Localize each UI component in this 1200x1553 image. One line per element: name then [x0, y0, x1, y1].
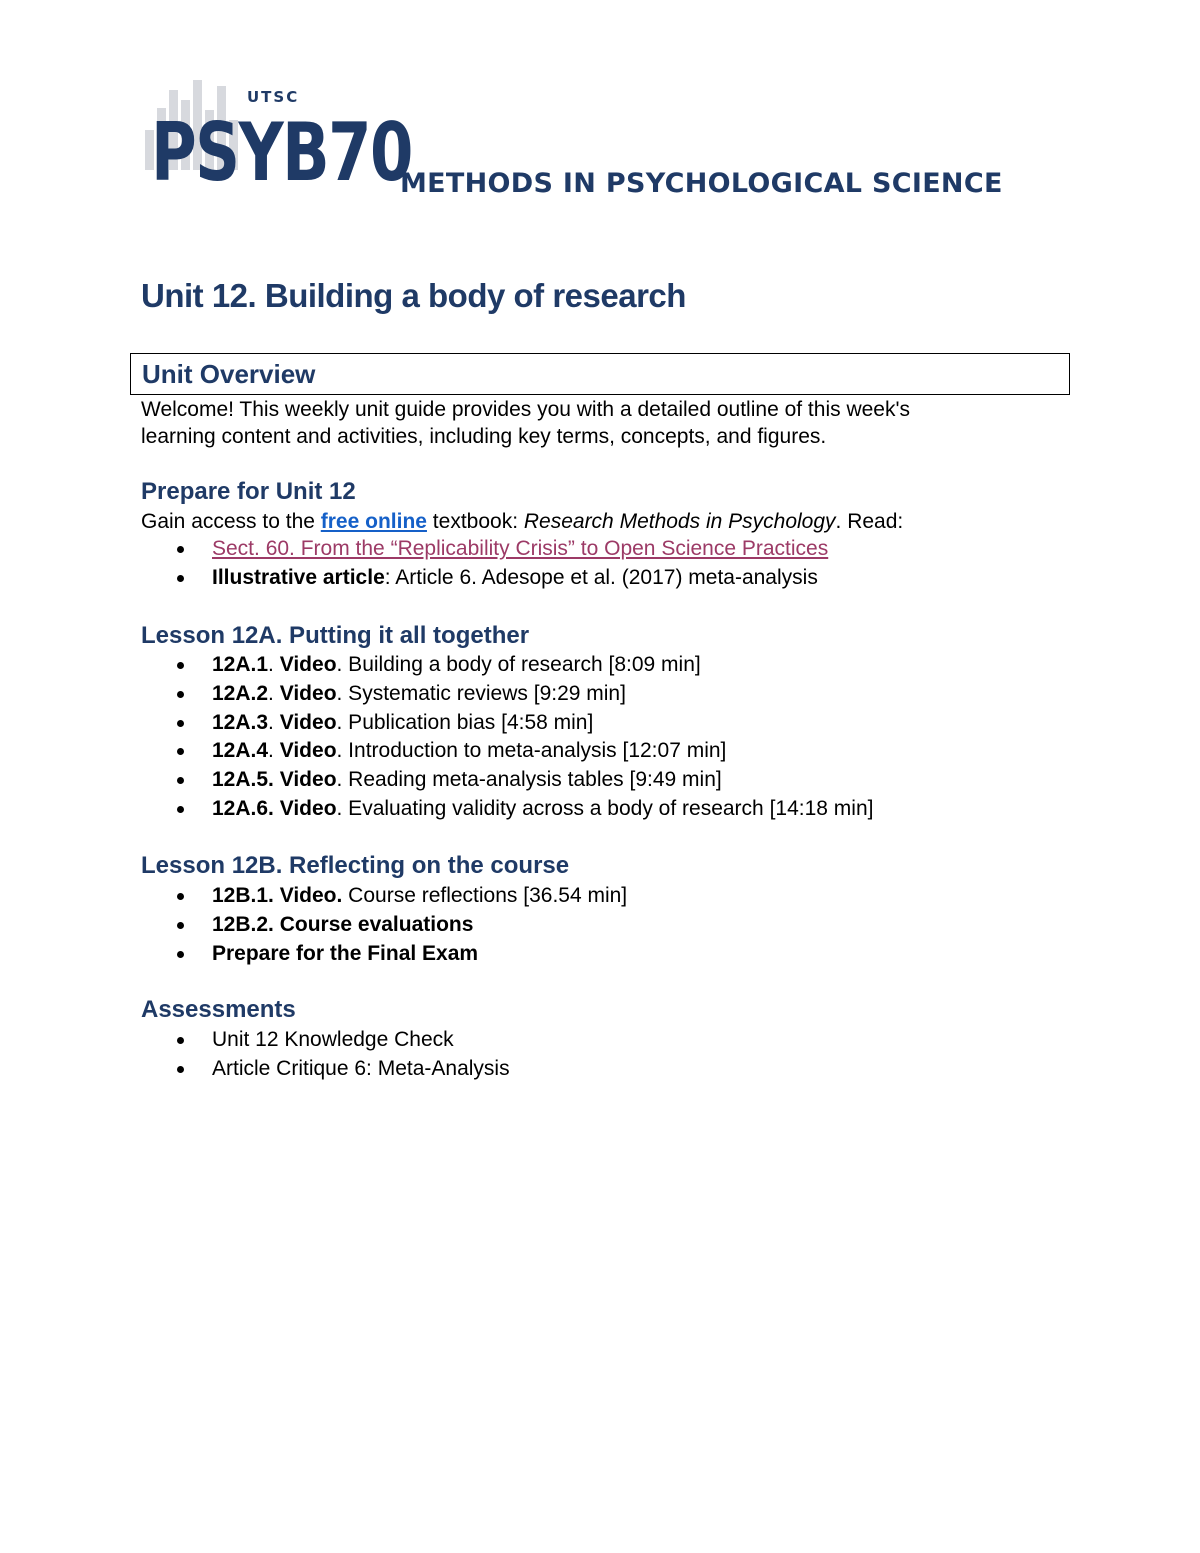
logo-course-code: PSYB70 — [151, 106, 412, 199]
item-sep: . — [268, 739, 280, 763]
item-text: . Introduction to meta-analysis [12:07 min] — [336, 739, 727, 763]
item-sep: . — [268, 681, 280, 705]
bullet-icon — [177, 662, 184, 669]
logo-institution: UTSC — [247, 88, 300, 106]
lesson-12b-list — [141, 882, 627, 968]
bullet-icon — [177, 922, 184, 929]
item-text: Course reflections [36.54 min] — [342, 884, 628, 907]
item-code: 12A.6. — [212, 796, 274, 820]
item-sep: . — [268, 653, 280, 676]
list-item — [141, 680, 873, 709]
bullet-icon — [177, 691, 184, 698]
free-online-link[interactable]: free online — [320, 510, 427, 533]
item-code: 12A.2 — [212, 681, 269, 705]
item-code: 12A.3 — [212, 710, 269, 734]
page-title: Unit 12. Building a body of research — [141, 277, 686, 314]
sect-60-link[interactable]: Sect. 60. From the “Replicability Crisis” to Open Science Practices — [212, 537, 829, 560]
course-logo — [145, 80, 1005, 210]
item-code: 12A.1 — [212, 653, 269, 676]
item-code: 12A.5. — [212, 768, 274, 792]
prepare-intro-post: . Read: — [835, 510, 904, 533]
lesson-12b-heading: Lesson 12B. Reflecting on the course — [141, 852, 570, 879]
prepare-list — [141, 535, 828, 593]
textbook-title: Research Methods in Psychology — [523, 510, 836, 533]
bullet-icon — [177, 748, 184, 755]
item-kind: Video — [279, 681, 337, 705]
item-text: Article Critique 6: Meta-Analysis — [212, 1056, 510, 1080]
item-kind: Video — [279, 768, 337, 792]
assessments-list — [141, 1026, 510, 1084]
list-item — [141, 795, 873, 824]
list-item — [141, 709, 873, 738]
item-text: Unit 12 Knowledge Check — [212, 1028, 454, 1051]
unit-overview-box — [130, 353, 1070, 395]
bullet-icon — [177, 720, 184, 727]
item-bold-label: Illustrative article — [212, 565, 385, 589]
item-kind: Video — [279, 653, 337, 676]
assessments-heading: Assessments — [141, 996, 296, 1023]
item-bold-label: Prepare for the Final Exam — [212, 941, 479, 965]
list-item — [141, 911, 627, 940]
list-item — [141, 940, 627, 969]
bullet-icon — [177, 1066, 184, 1073]
list-item — [141, 651, 873, 680]
item-text: . Reading meta-analysis tables [9:49 min] — [336, 768, 722, 792]
prepare-heading: Prepare for Unit 12 — [141, 478, 356, 505]
list-item — [141, 535, 828, 564]
item-kind: Video — [279, 739, 337, 763]
item-text: . Publication bias [4:58 min] — [336, 710, 594, 734]
list-item — [141, 1055, 510, 1084]
logo-course-name: METHODS IN PSYCHOLOGICAL SCIENCE — [400, 168, 1003, 199]
bullet-icon — [177, 575, 184, 582]
list-item — [141, 564, 828, 593]
item-code: 12A.4 — [212, 739, 269, 763]
bullet-icon — [177, 1037, 184, 1044]
prepare-intro-pre: Gain access to the — [141, 510, 321, 533]
list-item — [141, 766, 873, 795]
unit-overview-heading: Unit Overview — [142, 359, 316, 389]
item-text: : Article 6. Adesope et al. (2017) meta-analysis — [384, 565, 818, 589]
item-kind: Video — [279, 796, 337, 820]
item-text: . Evaluating validity across a body of research [14:18 min] — [336, 796, 874, 820]
bullet-icon — [177, 546, 184, 553]
prepare-intro-mid: textbook: — [426, 510, 524, 533]
lesson-12a-heading: Lesson 12A. Putting it all together — [141, 622, 530, 649]
overview-line-1: Welcome! This weekly unit guide provides you with a detailed outline of this week's — [141, 398, 910, 421]
item-sep: . — [268, 710, 280, 734]
bullet-icon — [177, 951, 184, 958]
bullet-icon — [177, 806, 184, 813]
item-text: . Building a body of research [8:09 min] — [336, 653, 701, 676]
lesson-12a-list — [141, 651, 873, 824]
list-item — [141, 882, 627, 911]
prepare-intro — [141, 508, 1041, 535]
list-item — [141, 737, 873, 766]
list-item — [141, 1026, 510, 1055]
item-bold-label: 12B.1. Video. — [212, 884, 343, 907]
bullet-icon — [177, 777, 184, 784]
item-kind: Video — [279, 710, 337, 734]
bullet-icon — [177, 893, 184, 900]
item-bold-label: 12B.2. Course evaluations — [212, 912, 474, 936]
overview-line-2: learning content and activities, including key terms, concepts, and figures. — [141, 425, 827, 448]
item-text: . Systematic reviews [9:29 min] — [336, 681, 626, 705]
